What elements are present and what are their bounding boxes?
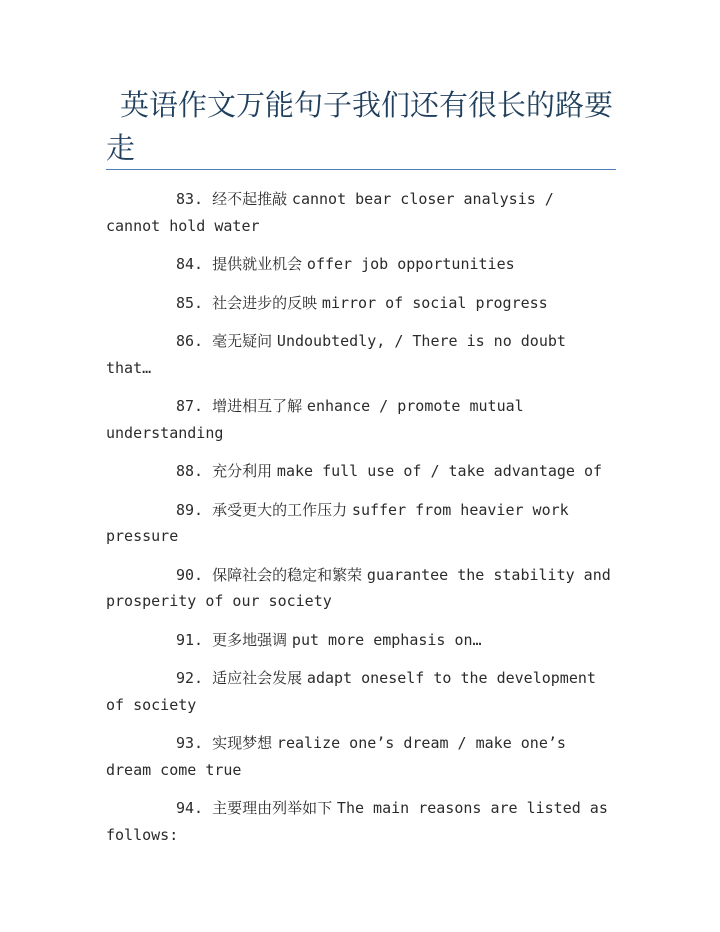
entry-number: 89. [176, 500, 204, 519]
entry-chinese: 主要理由列举如下 [212, 799, 333, 817]
entry-english: put more emphasis on… [291, 630, 482, 649]
entry-chinese: 提供就业机会 [212, 255, 303, 273]
phrase-list [106, 186, 616, 860]
list-item [106, 497, 616, 550]
entry-number: 87. [176, 397, 204, 415]
entry-chinese: 社会进步的反映 [212, 293, 318, 312]
entry-english: make full use of / take advantage of [276, 462, 603, 480]
entry-english: enhance / promote mutual understanding [106, 397, 524, 442]
list-item [106, 795, 616, 848]
entry-chinese: 经不起推敲 [212, 190, 288, 208]
list-item [106, 665, 616, 718]
entry-english: offer job opportunities [306, 255, 515, 273]
entry-chinese: 承受更大的工作压力 [212, 500, 348, 519]
entry-english: The main reasons are listed as follows: [106, 799, 608, 844]
list-item [106, 730, 616, 783]
entry-english: guarantee the stability and prosperity of our society [106, 565, 611, 610]
title-underline [106, 169, 616, 170]
list-item [106, 627, 616, 654]
list-item [106, 562, 616, 615]
entry-chinese: 实现梦想 [212, 734, 273, 752]
entry-number: 86. [176, 332, 204, 350]
entry-chinese: 充分利用 [212, 462, 273, 480]
entry-number: 91. [176, 630, 204, 649]
entry-number: 94. [176, 799, 204, 817]
entry-chinese: 适应社会发展 [212, 669, 303, 687]
document-title: 英语作文万能句子我们还有很长的路要走 [106, 88, 614, 165]
entry-chinese: 更多地强调 [212, 630, 288, 649]
entry-english: mirror of social progress [321, 293, 548, 312]
entry-number: 88. [176, 462, 204, 480]
entry-number: 93. [176, 734, 204, 752]
entry-chinese: 毫无疑问 [212, 332, 273, 350]
entry-chinese: 增进相互了解 [212, 397, 303, 415]
entry-number: 85. [176, 293, 204, 312]
list-item [106, 290, 616, 317]
entry-number: 84. [176, 255, 204, 273]
entry-chinese: 保障社会的稳定和繁荣 [212, 565, 363, 584]
entry-number: 83. [176, 190, 204, 208]
entry-english: adapt oneself to the development of society [106, 669, 596, 714]
entry-number: 92. [176, 669, 204, 687]
list-item [106, 328, 616, 381]
entry-english: realize one’s dream / make one’s dream come true [106, 734, 566, 779]
list-item [106, 186, 616, 239]
list-item [106, 393, 616, 446]
list-item [106, 251, 616, 278]
entry-english: Undoubtedly, / There is no doubt that… [106, 332, 566, 377]
entry-english: suffer from heavier work pressure [106, 500, 569, 545]
list-item [106, 458, 616, 485]
entry-english: cannot bear closer analysis / cannot hold water [106, 190, 554, 235]
entry-number: 90. [176, 565, 204, 584]
